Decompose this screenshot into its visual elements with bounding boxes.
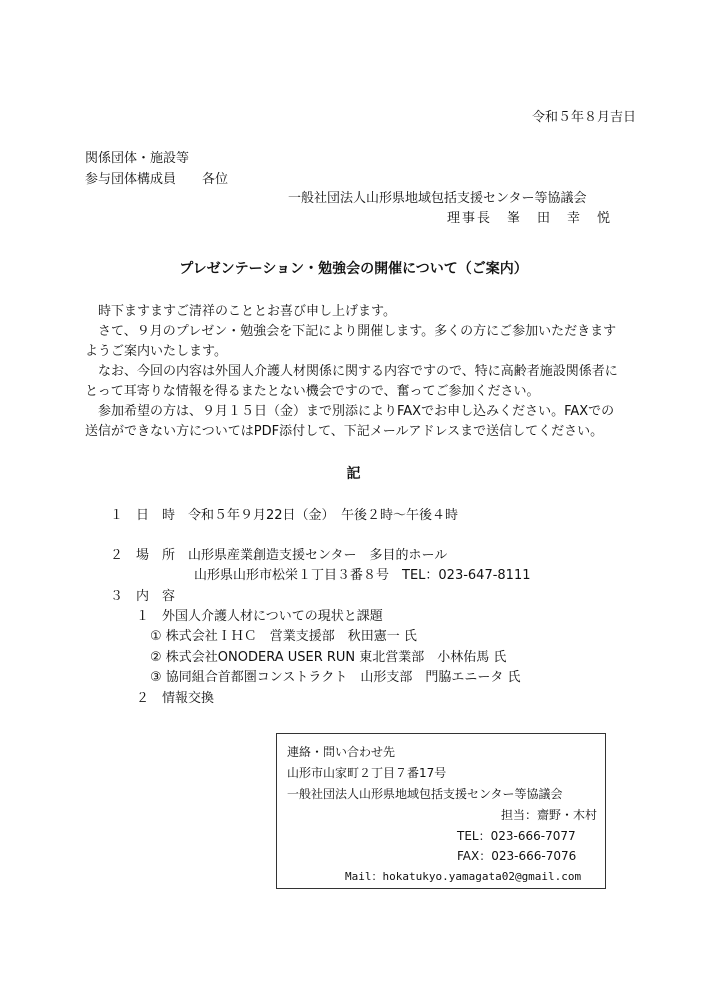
sub-item-1b: ② 株式会社ONODERA USER RUN 東北営業部 小林佑馬 氏 [150, 650, 507, 665]
sub-item-1: １ 外国人介護人材についての現状と課題 [136, 609, 383, 624]
contact-tel: TEL：023-666-7077 [457, 829, 576, 843]
document-date: 令和５年８月吉日 [531, 110, 636, 125]
sub-item-2: ２ 情報交換 [136, 691, 215, 706]
body-paragraph-1: 時下ますますご清祥のこととお喜び申し上げます。 [98, 304, 396, 319]
item-datetime: １ 日 時 令和５年９月22日（金） 午後２時～午後４時 [110, 508, 459, 523]
body-paragraph-4b: 送信ができない方についてはPDF添付して、下記メールアドレスまで送信してください。 [85, 424, 604, 439]
body-text [85, 302, 645, 442]
item-place-address: 山形県山形市松栄１丁目３番８号 TEL：023-647-8111 [194, 568, 531, 583]
ki-heading: 記 [346, 466, 361, 482]
sub-item-1c: ③ 協同組合首都圏コンストラクト 山形支部 門脇エニータ 氏 [150, 670, 521, 685]
contact-fax: FAX：023-666-7076 [457, 849, 577, 863]
contact-mail[interactable]: Mail：hokatukyo.yamagata02@gmail.com [345, 870, 582, 883]
contact-person: 担当：齋野・木村 [500, 808, 597, 822]
sub-item-1a: ① 株式会社ＩＨＣ 営業支援部 秋田憲一 氏 [150, 629, 417, 644]
recipient-line-2: 参与団体構成員 各位 [85, 172, 229, 187]
contact-organization: 一般社団法人山形県地域包括支援センター等協議会 [287, 787, 563, 801]
item-content: ３ 内 容 [110, 589, 176, 604]
body-paragraph-4a: 参加希望の方は、９月１５日（金）まで別添によりFAXでお申し込みください。FAXでの [98, 404, 615, 419]
sender-representative: 理事長 峯 田 幸 悦 [447, 211, 613, 226]
item-place: ２ 場 所 山形県産業創造支援センター 多目的ホール [110, 548, 448, 563]
body-paragraph-3a: なお、今回の内容は外国人介護人材関係に関する内容ですので、特に高齢者施設関係者に [98, 364, 618, 379]
body-paragraph-2b: ようご案内いたします。 [85, 344, 227, 359]
document-title: プレゼンテーション・勉強会の開催について（ご案内） [179, 261, 528, 277]
body-paragraph-2a: さて、９月のプレゼン・勉強会を下記により開催します。多くの方にご参加いただきます [98, 324, 617, 339]
recipient-line-1: 関係団体・施設等 [85, 151, 190, 166]
contact-heading: 連絡・問い合わせ先 [287, 745, 396, 759]
body-paragraph-3b: とって耳寄りな情報を得るまたとない機会ですので、奮ってご参加ください。 [85, 384, 540, 399]
contact-address: 山形市山家町２丁目７番17号 [287, 766, 447, 780]
contact-box [276, 733, 606, 889]
sender-organization: 一般社団法人山形県地域包括支援センター等協議会 [288, 191, 587, 206]
